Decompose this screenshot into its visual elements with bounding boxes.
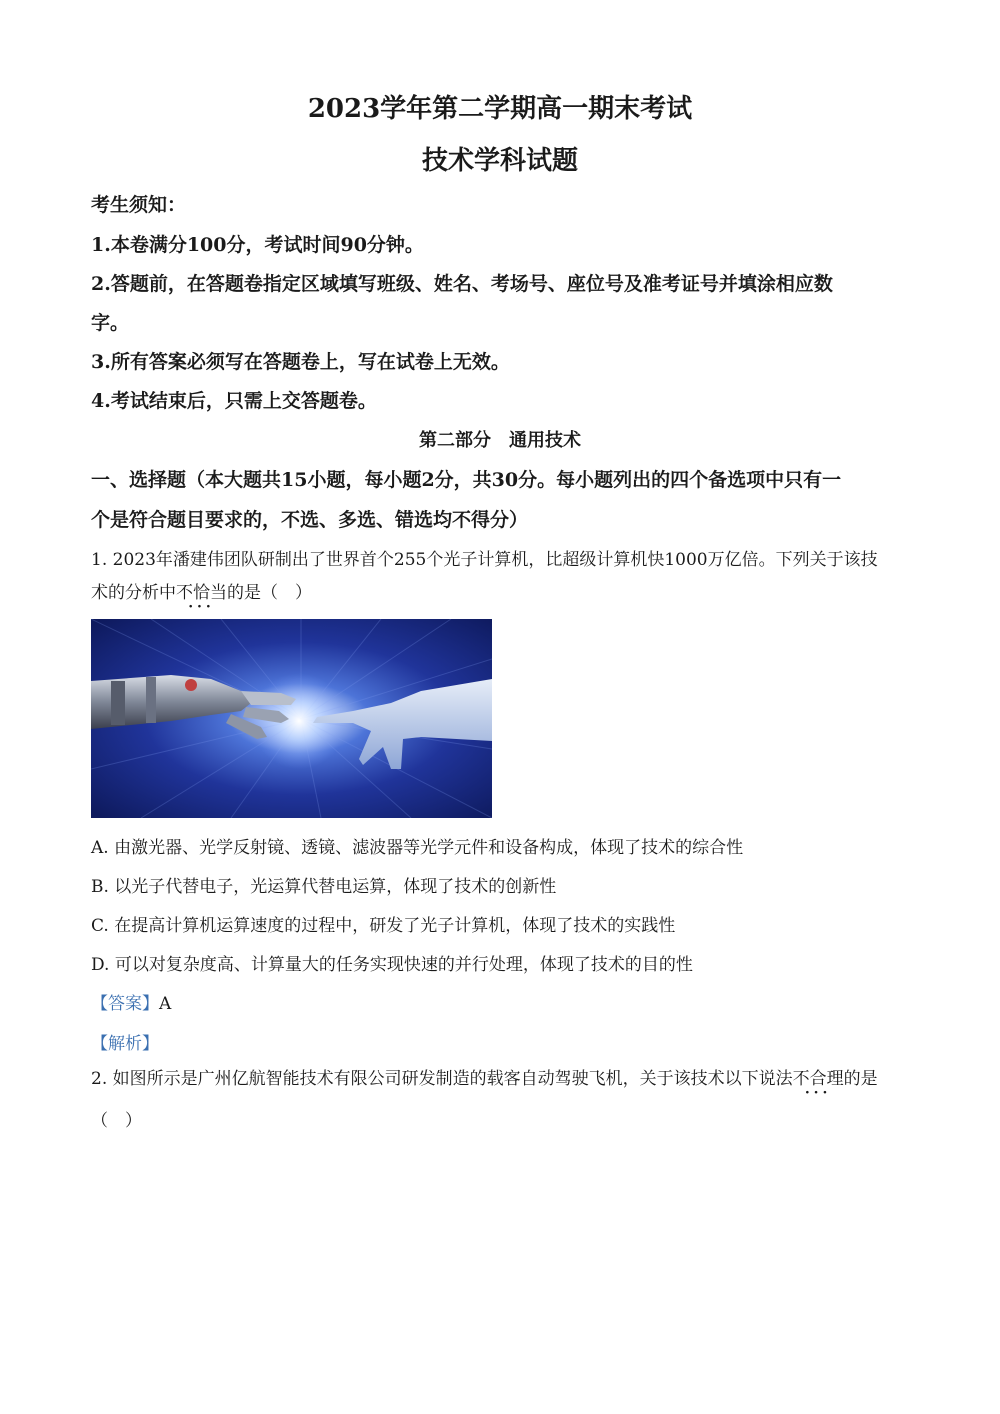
question-2-stem-pre: 2. 如图所示是广州亿航智能技术有限公司研发制造的载客自动驾驶飞机，关于该技术以下说法 [91, 1069, 793, 1089]
question-2-emphasis: 不合理 ··· [793, 1064, 844, 1089]
question-1-option-c: C. 在提高计算机运算速度的过程中，研发了光子计算机，体现了技术的实践性 [91, 916, 676, 936]
question-1-stem-line-1: 1. 2023年潘建伟团队研制出了世界首个255个光子计算机，比超级计算机快1000万亿倍。下列关于该技 [91, 550, 878, 570]
question-1-answer [91, 989, 171, 1014]
question-1-figure [91, 619, 492, 818]
answer-value: A [159, 994, 172, 1014]
exam-title: 2023学年第二学期高一期末考试 [307, 94, 693, 124]
exam-subtitle: 技术学科试题 [421, 146, 578, 176]
question-1-option-b: B. 以光子代替电子，光运算代替电运算，体现了技术的创新性 [91, 877, 557, 897]
notice-item-2-line-2: 字。 [91, 312, 130, 334]
question-2-stem-line-1 [91, 1064, 878, 1089]
section-heading-line-1: 一、选择题（本大题共15小题，每小题2分，共30分。每小题列出的四个备选项中只有一 [91, 469, 842, 491]
question-2-stem-post: 的是 [843, 1069, 878, 1089]
question-1-emphasis: 不恰当 ··· [176, 578, 227, 603]
section-heading-line-2: 个是符合题目要求的，不选、多选、错选均不得分） [91, 509, 529, 531]
question-1-stem-line-2 [91, 578, 312, 603]
part-title: 第二部分 通用技术 [419, 430, 581, 451]
answer-label: 【答案】 [91, 994, 159, 1014]
question-1-analysis-label: 【解析】 [91, 1034, 159, 1054]
notice-item-3: 3.所有答案必须写在答题卷上，写在试卷上无效。 [91, 351, 510, 373]
question-1-option-d: D. 可以对复杂度高、计算量大的任务实现快速的并行处理，体现了技术的目的性 [91, 955, 693, 975]
notice-item-1: 1.本卷满分100分，考试时间90分钟。 [91, 234, 424, 256]
notice-item-2-line-1: 2.答题前，在答题卷指定区域填写班级、姓名、考场号、座位号及准考证号并填涂相应数 [91, 273, 833, 295]
question-2-stem-line-2: （ ） [91, 1111, 142, 1131]
question-1-option-a: A. 由激光器、光学反射镜、透镜、滤波器等光学元件和设备构成，体现了技术的综合性 [91, 838, 744, 858]
robot-human-hand-image [91, 619, 492, 818]
question-1-stem-post: 的是（ ） [227, 583, 312, 603]
question-1-stem-pre: 术的分析中 [91, 583, 176, 603]
notice-item-4: 4.考试结束后，只需上交答题卷。 [91, 390, 377, 412]
notice-heading: 考生须知： [91, 194, 187, 216]
